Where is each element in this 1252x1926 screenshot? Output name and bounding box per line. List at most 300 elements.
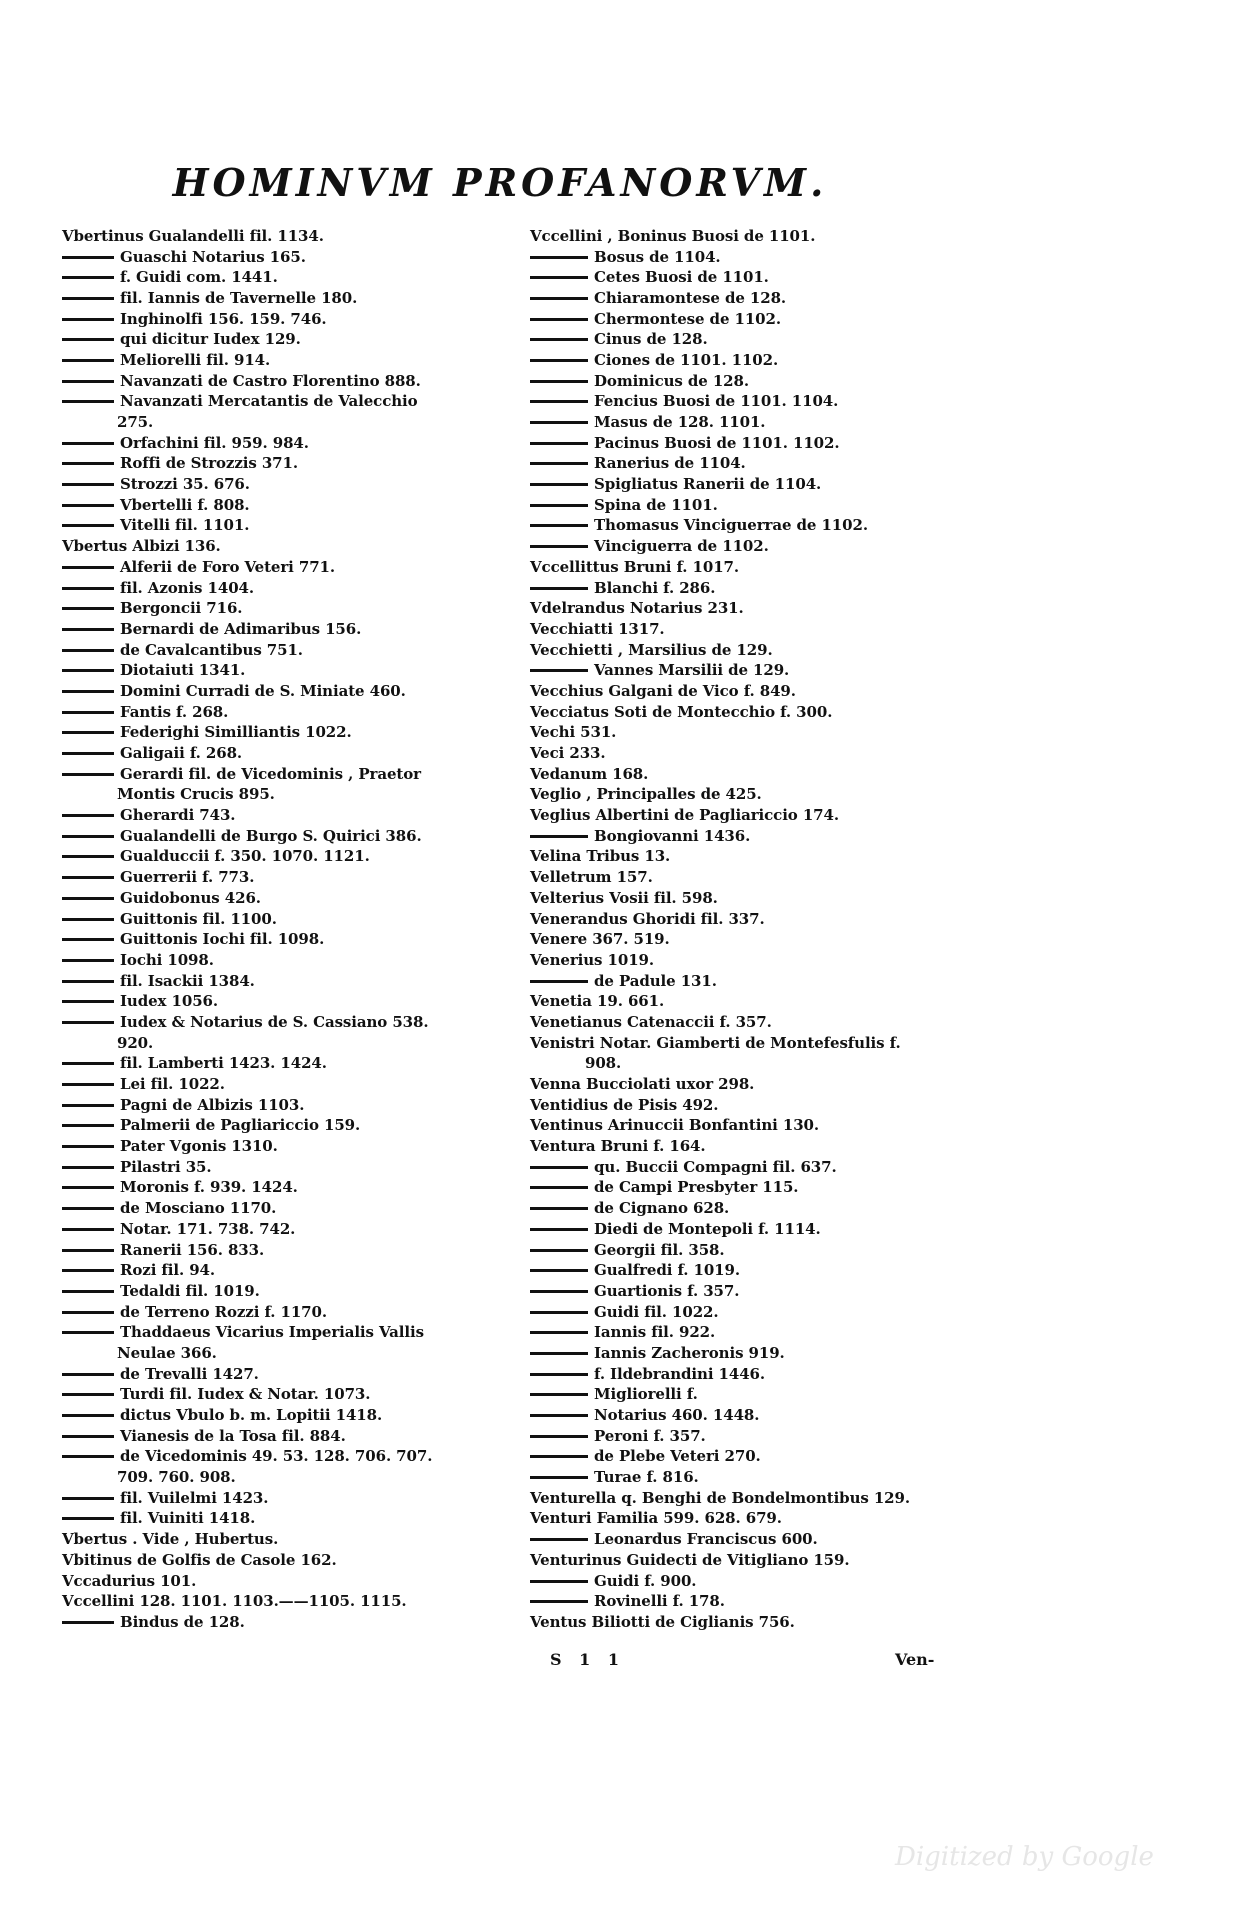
entry-text: Vccellini 128. 1101. 1103.——1105. 1115. — [62, 1592, 407, 1611]
index-entry — [530, 640, 970, 661]
entry-text: Turdi fil. Iudex & Notar. 1073. — [120, 1385, 371, 1404]
index-entry — [62, 1054, 512, 1075]
index-entry — [62, 1116, 512, 1137]
entry-text: fil. Isackii 1384. — [120, 971, 255, 990]
index-entry — [530, 1591, 970, 1612]
digitization-watermark: Digitized by Google — [895, 1842, 1154, 1872]
repeat-dash — [530, 1435, 588, 1438]
repeat-dash — [530, 1580, 588, 1583]
repeat-dash — [530, 1476, 588, 1479]
entry-text: Venturi Familia 599. 628. 679. — [530, 1509, 782, 1528]
entry-text: Navanzati de Castro Florentino 888. — [120, 371, 421, 390]
repeat-dash — [530, 359, 588, 362]
entry-text: de Terreno Rozzi f. 1170. — [120, 1302, 327, 1321]
entry-text: Pacinus Buosi de 1101. 1102. — [594, 433, 840, 452]
index-entry — [530, 681, 970, 702]
page-title: HOMINVM PROFANORVM. — [172, 160, 828, 205]
repeat-dash — [530, 483, 588, 486]
repeat-dash — [62, 524, 114, 527]
index-entry — [530, 1571, 970, 1592]
page-signature: S 1 1 — [550, 1650, 625, 1669]
entry-text: Guittonis fil. 1100. — [120, 909, 277, 928]
repeat-dash — [530, 1455, 588, 1458]
index-entry — [530, 598, 970, 619]
index-entry — [62, 909, 512, 930]
index-entry — [530, 1281, 970, 1302]
index-entry — [62, 971, 512, 992]
entry-text: f. Guidi com. 1441. — [120, 268, 278, 287]
entry-text: Cinus de 128. — [594, 330, 708, 349]
repeat-dash — [530, 1311, 588, 1314]
index-entry — [62, 495, 512, 516]
repeat-dash — [62, 256, 114, 259]
index-entry — [62, 1074, 512, 1095]
repeat-dash — [62, 1414, 114, 1417]
entry-text: Vechi 531. — [530, 723, 617, 742]
index-entry — [62, 392, 512, 413]
repeat-dash — [62, 835, 114, 838]
entry-text: Spigliatus Ranerii de 1104. — [594, 475, 822, 494]
entry-text: Bindus de 128. — [120, 1612, 245, 1631]
entry-text: Iochi 1098. — [120, 950, 214, 969]
repeat-dash — [62, 297, 114, 300]
entry-text: Fantis f. 268. — [120, 702, 229, 721]
index-entry — [530, 1550, 970, 1571]
repeat-dash — [62, 1145, 114, 1148]
repeat-dash — [62, 566, 114, 569]
entry-text: de Trevalli 1427. — [120, 1364, 259, 1383]
index-entry — [530, 516, 970, 537]
index-entry — [62, 702, 512, 723]
entry-text: Vitelli fil. 1101. — [120, 516, 250, 535]
entry-text: Vdelrandus Notarius 231. — [530, 599, 744, 618]
entry-text: qui dicitur Iudex 129. — [120, 330, 301, 349]
entry-text: Chermontese de 1102. — [594, 309, 781, 328]
index-entry — [530, 619, 970, 640]
index-entry — [62, 433, 512, 454]
entry-text: Veglio , Principalles de 425. — [530, 785, 762, 804]
entry-text: Ventus Biliotti de Ciglianis 756. — [530, 1612, 795, 1631]
repeat-dash — [530, 421, 588, 424]
index-entry — [62, 681, 512, 702]
index-entry — [530, 1240, 970, 1261]
entry-text: Venna Bucciolati uxor 298. — [530, 1075, 755, 1094]
index-entry — [530, 1488, 970, 1509]
repeat-dash — [62, 1104, 114, 1107]
index-entry — [530, 578, 970, 599]
index-entry — [62, 1033, 512, 1054]
entry-text: Guartionis f. 357. — [594, 1281, 740, 1300]
index-entry — [62, 1426, 512, 1447]
index-entry — [62, 619, 512, 640]
index-entry — [530, 309, 970, 330]
index-entry — [530, 1364, 970, 1385]
entry-text: Domini Curradi de S. Miniate 460. — [120, 681, 406, 700]
entry-text: Iudex & Notarius de S. Cassiano 538. — [120, 1012, 429, 1031]
repeat-dash — [62, 1228, 114, 1231]
repeat-dash — [62, 359, 114, 362]
repeat-dash — [530, 504, 588, 507]
index-entry — [62, 474, 512, 495]
entry-text: Lei fil. 1022. — [120, 1075, 225, 1094]
entry-text: Leonardus Franciscus 600. — [594, 1530, 818, 1549]
index-entry — [530, 1612, 970, 1633]
repeat-dash — [530, 1249, 588, 1252]
repeat-dash — [530, 318, 588, 321]
entry-text: Orfachini fil. 959. 984. — [120, 433, 309, 452]
repeat-dash — [530, 1269, 588, 1272]
repeat-dash — [530, 1166, 588, 1169]
index-entry — [530, 1095, 970, 1116]
entry-text: dictus Vbulo b. m. Lopitii 1418. — [120, 1406, 383, 1425]
index-entry — [62, 1136, 512, 1157]
entry-text: Gualfredi f. 1019. — [594, 1261, 740, 1280]
index-column-right — [530, 226, 970, 1633]
repeat-dash — [530, 1373, 588, 1376]
repeat-dash — [62, 1621, 114, 1624]
entry-text: Vccellittus Bruni f. 1017. — [530, 557, 740, 576]
catchword: Ven- — [895, 1650, 935, 1669]
index-entry — [62, 350, 512, 371]
repeat-dash — [530, 400, 588, 403]
index-entry — [530, 433, 970, 454]
repeat-dash — [62, 876, 114, 879]
repeat-dash — [62, 1373, 114, 1376]
entry-text: Moronis f. 939. 1424. — [120, 1178, 298, 1197]
repeat-dash — [62, 1517, 114, 1520]
entry-text: Diedi de Montepoli f. 1114. — [594, 1219, 821, 1238]
index-entry — [530, 660, 970, 681]
index-entry — [62, 412, 512, 433]
repeat-dash — [530, 545, 588, 548]
entry-text: Pater Vgonis 1310. — [120, 1137, 278, 1156]
index-entry — [530, 1426, 970, 1447]
index-entry — [530, 826, 970, 847]
entry-text: Masus de 128. 1101. — [594, 413, 766, 432]
entry-text: Guidi f. 900. — [594, 1571, 697, 1590]
repeat-dash — [62, 959, 114, 962]
repeat-dash — [62, 773, 114, 776]
index-entry — [530, 247, 970, 268]
repeat-dash — [530, 462, 588, 465]
entry-text: Ranerii 156. 833. — [120, 1240, 265, 1259]
entry-text: Montis Crucis 895. — [117, 785, 275, 804]
index-entry — [62, 764, 512, 785]
entry-text: fil. Vuiniti 1418. — [120, 1509, 256, 1528]
repeat-dash — [530, 297, 588, 300]
entry-text: 920. — [117, 1033, 154, 1052]
entry-text: 275. — [117, 413, 154, 432]
index-entry — [62, 288, 512, 309]
entry-text: fil. Vuilelmi 1423. — [120, 1488, 269, 1507]
entry-text: Dominicus de 128. — [594, 371, 749, 390]
repeat-dash — [62, 462, 114, 465]
index-entry — [530, 454, 970, 475]
entry-text: de Padule 131. — [594, 971, 717, 990]
repeat-dash — [62, 938, 114, 941]
index-entry — [530, 743, 970, 764]
repeat-dash — [62, 1021, 114, 1024]
repeat-dash — [530, 256, 588, 259]
entry-text: Diotaiuti 1341. — [120, 661, 246, 680]
repeat-dash — [62, 855, 114, 858]
repeat-dash — [62, 690, 114, 693]
entry-text: Thaddaeus Vicarius Imperialis Vallis — [120, 1323, 424, 1342]
repeat-dash — [530, 380, 588, 383]
entry-text: Guittonis Iochi fil. 1098. — [120, 930, 325, 949]
index-entry — [62, 1302, 512, 1323]
repeat-dash — [62, 504, 114, 507]
entry-text: Ranerius de 1104. — [594, 454, 746, 473]
index-entry — [62, 1012, 512, 1033]
index-entry — [62, 1447, 512, 1468]
index-entry — [62, 743, 512, 764]
entry-text: de Plebe Veteri 270. — [594, 1447, 761, 1466]
repeat-dash — [530, 1393, 588, 1396]
index-entry — [530, 971, 970, 992]
entry-text: Georgii fil. 358. — [594, 1240, 725, 1259]
entry-text: Thomasus Vinciguerrae de 1102. — [594, 516, 868, 535]
entry-text: Ventidius de Pisis 492. — [530, 1095, 719, 1114]
index-entry — [530, 1136, 970, 1157]
entry-text: Vannes Marsilii de 129. — [594, 661, 790, 680]
repeat-dash — [62, 711, 114, 714]
index-entry — [62, 847, 512, 868]
index-entry — [62, 1488, 512, 1509]
index-entry — [62, 1157, 512, 1178]
index-entry — [530, 991, 970, 1012]
index-entry — [530, 1322, 970, 1343]
index-entry — [62, 1260, 512, 1281]
entry-text: Vinciguerra de 1102. — [594, 537, 769, 556]
index-entry — [62, 578, 512, 599]
repeat-dash — [62, 628, 114, 631]
entry-text: Vecchietti , Marsilius de 129. — [530, 640, 773, 659]
repeat-dash — [62, 276, 114, 279]
entry-text: fil. Iannis de Tavernelle 180. — [120, 288, 358, 307]
index-entry — [530, 847, 970, 868]
repeat-dash — [530, 1414, 588, 1417]
entry-text: Vecchius Galgani de Vico f. 849. — [530, 681, 796, 700]
repeat-dash — [62, 483, 114, 486]
entry-text: Turae f. 816. — [594, 1468, 699, 1487]
entry-text: Venturella q. Benghi de Bondelmontibus 129. — [530, 1488, 910, 1507]
entry-text: Gerardi fil. de Vicedominis , Praetor — [120, 764, 421, 783]
repeat-dash — [62, 1269, 114, 1272]
entry-text: Tedaldi fil. 1019. — [120, 1281, 260, 1300]
index-entry — [62, 785, 512, 806]
index-entry — [62, 1198, 512, 1219]
entry-text: Vecchiatti 1317. — [530, 619, 665, 638]
repeat-dash — [62, 1455, 114, 1458]
index-entry — [530, 1054, 970, 1075]
entry-text: Alferii de Foro Veteri 771. — [120, 557, 336, 576]
entry-text: Rozi fil. 94. — [120, 1261, 215, 1280]
repeat-dash — [62, 442, 114, 445]
entry-text: Guerrerii f. 773. — [120, 868, 255, 887]
index-entry — [62, 1219, 512, 1240]
index-entry — [62, 1591, 512, 1612]
index-entry — [530, 1012, 970, 1033]
repeat-dash — [62, 1207, 114, 1210]
entry-text: Ventura Bruni f. 164. — [530, 1137, 706, 1156]
index-entry — [530, 1385, 970, 1406]
index-entry — [530, 764, 970, 785]
index-entry — [530, 1343, 970, 1364]
repeat-dash — [62, 1249, 114, 1252]
entry-text: Chiaramontese de 128. — [594, 288, 787, 307]
index-entry — [62, 454, 512, 475]
repeat-dash — [62, 980, 114, 983]
index-entry — [62, 329, 512, 350]
index-entry — [62, 371, 512, 392]
entry-text: Guidi fil. 1022. — [594, 1302, 719, 1321]
entry-text: Vccadurius 101. — [62, 1571, 197, 1590]
entry-text: Palmerii de Pagliariccio 159. — [120, 1116, 361, 1135]
repeat-dash — [530, 1186, 588, 1189]
entry-text: 709. 760. 908. — [117, 1468, 236, 1487]
entry-text: fil. Lamberti 1423. 1424. — [120, 1054, 327, 1073]
index-entry — [62, 267, 512, 288]
entry-text: de Vicedominis 49. 53. 128. 706. 707. — [120, 1447, 433, 1466]
entry-text: Venere 367. 519. — [530, 930, 670, 949]
index-entry — [62, 826, 512, 847]
entry-text: Bernardi de Adimaribus 156. — [120, 619, 362, 638]
index-entry — [530, 888, 970, 909]
index-entry — [62, 950, 512, 971]
entry-text: Venetianus Catenaccii f. 357. — [530, 1012, 772, 1031]
entry-text: Migliorelli f. — [594, 1385, 698, 1404]
entry-text: Guaschi Notarius 165. — [120, 247, 306, 266]
entry-text: Ciones de 1101. 1102. — [594, 350, 779, 369]
entry-text: Vbertus Albizi 136. — [62, 537, 221, 556]
entry-text: Gherardi 743. — [120, 806, 236, 825]
index-entry — [530, 267, 970, 288]
index-entry — [530, 1405, 970, 1426]
entry-text: Gualduccii f. 350. 1070. 1121. — [120, 847, 370, 866]
entry-text: de Campi Presbyter 115. — [594, 1178, 799, 1197]
entry-text: de Cavalcantibus 751. — [120, 640, 303, 659]
entry-text: Vecciatus Soti de Montecchio f. 300. — [530, 702, 833, 721]
repeat-dash — [62, 731, 114, 734]
index-entry — [530, 1529, 970, 1550]
index-entry — [530, 392, 970, 413]
entry-text: Vianesis de la Tosa fil. 884. — [120, 1426, 346, 1445]
repeat-dash — [62, 1000, 114, 1003]
entry-text: Bergoncii 716. — [120, 599, 243, 618]
index-entry — [530, 929, 970, 950]
index-entry — [62, 805, 512, 826]
index-entry — [62, 1240, 512, 1261]
index-entry — [530, 329, 970, 350]
repeat-dash — [62, 669, 114, 672]
index-entry — [530, 909, 970, 930]
index-entry — [62, 309, 512, 330]
entry-text: f. Ildebrandini 1446. — [594, 1364, 766, 1383]
repeat-dash — [530, 1290, 588, 1293]
repeat-dash — [62, 1124, 114, 1127]
repeat-dash — [530, 1352, 588, 1355]
index-entry — [530, 1157, 970, 1178]
entry-text: Blanchi f. 286. — [594, 578, 716, 597]
index-entry — [530, 1033, 970, 1054]
index-entry — [62, 1281, 512, 1302]
index-entry — [62, 1529, 512, 1550]
entry-text: Iannis fil. 922. — [594, 1323, 716, 1342]
repeat-dash — [530, 835, 588, 838]
index-entry — [62, 888, 512, 909]
index-entry — [62, 1322, 512, 1343]
repeat-dash — [530, 1228, 588, 1231]
entry-text: Guidobonus 426. — [120, 888, 261, 907]
entry-text: Fencius Buosi de 1101. 1104. — [594, 392, 839, 411]
entry-text: Vbertinus Gualandelli fil. 1134. — [62, 226, 324, 245]
repeat-dash — [62, 400, 114, 403]
entry-text: Ventinus Arinuccii Bonfantini 130. — [530, 1116, 820, 1135]
index-entry — [62, 598, 512, 619]
entry-text: Venistri Notar. Giamberti de Montefesfulis f. — [530, 1033, 901, 1052]
index-entry — [530, 1302, 970, 1323]
index-entry — [62, 867, 512, 888]
index-entry — [530, 1198, 970, 1219]
entry-text: Gualandelli de Burgo S. Quirici 386. — [120, 826, 422, 845]
entry-text: Inghinolfi 156. 159. 746. — [120, 309, 327, 328]
index-entry — [530, 1074, 970, 1095]
repeat-dash — [62, 752, 114, 755]
index-entry — [62, 536, 512, 557]
repeat-dash — [530, 587, 588, 590]
index-entry — [530, 1178, 970, 1199]
entry-text: Bosus de 1104. — [594, 247, 721, 266]
entry-text: Vedanum 168. — [530, 764, 649, 783]
repeat-dash — [62, 1186, 114, 1189]
repeat-dash — [530, 669, 588, 672]
entry-text: Pagni de Albizis 1103. — [120, 1095, 305, 1114]
entry-text: de Mosciano 1170. — [120, 1199, 277, 1218]
repeat-dash — [62, 649, 114, 652]
entry-text: Venturinus Guidecti de Vitigliano 159. — [530, 1550, 850, 1569]
repeat-dash — [62, 1311, 114, 1314]
repeat-dash — [62, 1083, 114, 1086]
entry-text: Velletrum 157. — [530, 868, 653, 887]
index-entry — [530, 867, 970, 888]
entry-text: Venerius 1019. — [530, 950, 654, 969]
repeat-dash — [62, 1290, 114, 1293]
entry-text: Velina Tribus 13. — [530, 847, 671, 866]
entry-text: Vbitinus de Golfis de Casole 162. — [62, 1550, 337, 1569]
index-entry — [530, 785, 970, 806]
repeat-dash — [62, 1497, 114, 1500]
entry-text: Peroni f. 357. — [594, 1426, 706, 1445]
repeat-dash — [530, 276, 588, 279]
index-entry — [530, 1116, 970, 1137]
entry-text: Pilastri 35. — [120, 1157, 212, 1176]
repeat-dash — [62, 338, 114, 341]
repeat-dash — [530, 1538, 588, 1541]
index-entry — [530, 474, 970, 495]
index-entry — [530, 1467, 970, 1488]
index-entry — [530, 495, 970, 516]
repeat-dash — [530, 1600, 588, 1603]
index-entry — [530, 288, 970, 309]
index-entry — [62, 557, 512, 578]
index-entry — [530, 1260, 970, 1281]
repeat-dash — [62, 318, 114, 321]
index-entry — [530, 557, 970, 578]
entry-text: Veglius Albertini de Pagliariccio 174. — [530, 806, 839, 825]
index-entry — [62, 723, 512, 744]
entry-text: Vbertelli f. 808. — [120, 495, 250, 514]
